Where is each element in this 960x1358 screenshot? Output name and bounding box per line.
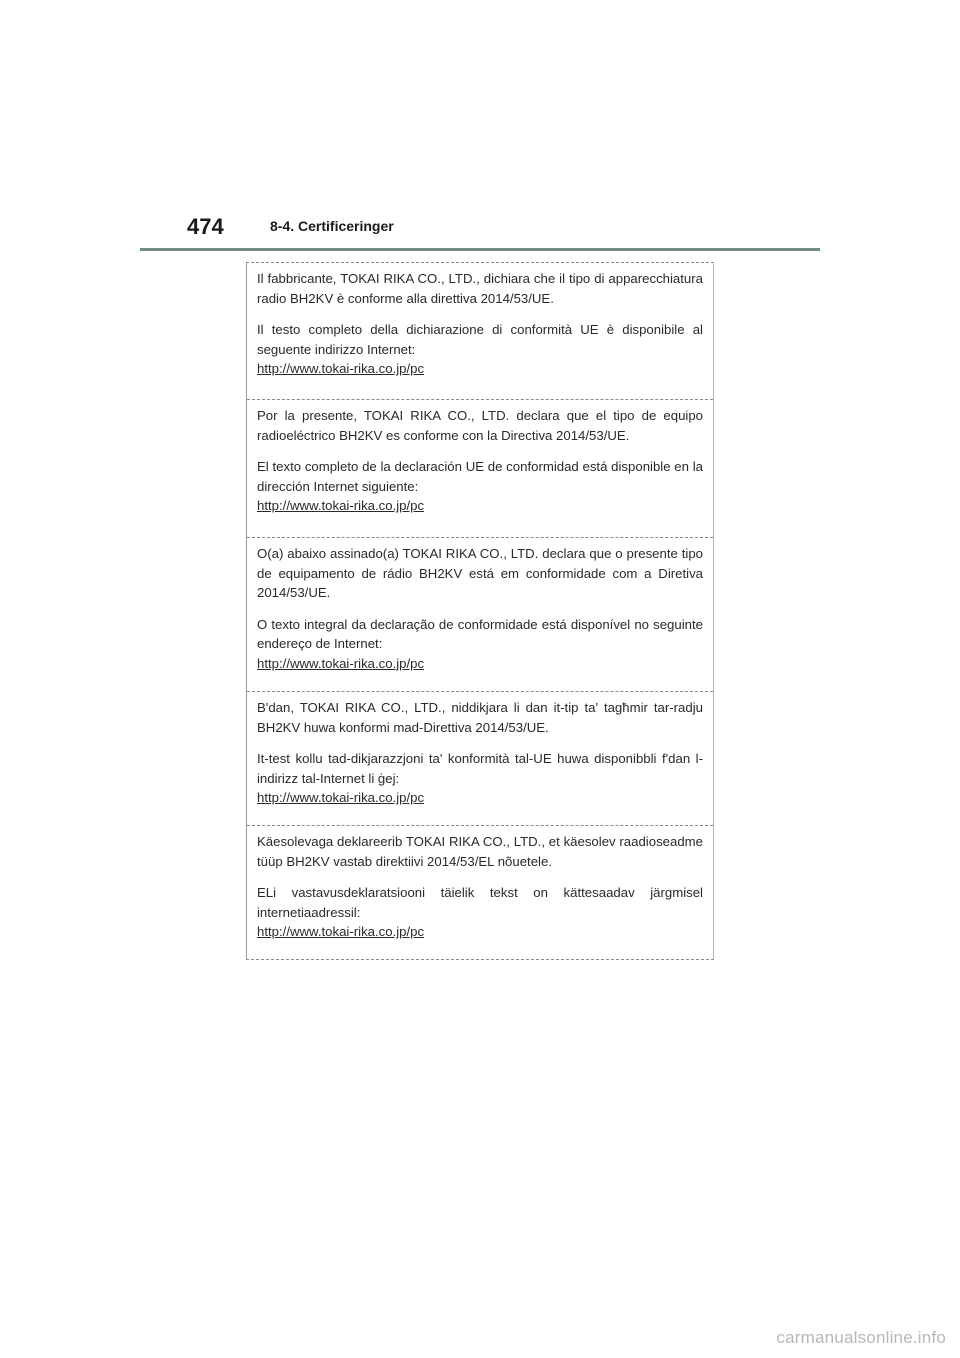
declaration-availability: Il testo completo della dichiarazione di conformità UE è disponibile al seguente indirizzo Internet: xyxy=(257,322,703,357)
declaration-link[interactable]: http://www.tokai-rika.co.jp/pc xyxy=(257,790,425,805)
declaration-availability: It-test kollu tad-dikjarazzjoni ta' konformità tal-UE huwa disponibbli f'dan l-indirizz tal-Internet li ġej: xyxy=(257,751,703,786)
declaration-link[interactable]: http://www.tokai-rika.co.jp/pc xyxy=(257,655,425,671)
section-title: 8-4. Certificeringer xyxy=(270,218,394,234)
declaration-availability: O texto integral da declaração de conformidade está disponível no seguinte endereço de Internet: xyxy=(257,616,703,651)
declaration-statement: Käesolevaga deklareerib TOKAI RIKA CO., LTD., et käesolev raadioseadme tüüp BH2KV vastab direktiivi 2014/53/EL nõuetele. xyxy=(257,834,703,869)
page-header xyxy=(140,210,820,251)
declaration-spanish xyxy=(247,400,713,516)
declaration-link[interactable]: http://www.tokai-rika.co.jp/pc xyxy=(257,498,425,513)
declaration-link[interactable]: http://www.tokai-rika.co.jp/pc xyxy=(257,361,425,376)
declaration-maltese xyxy=(247,692,713,808)
declaration-portuguese xyxy=(247,538,713,673)
declaration-availability: El texto completo de la declaración UE de conformidad está disponible en la dirección Internet siguiente: xyxy=(257,459,703,494)
declaration-statement: Por la presente, TOKAI RIKA CO., LTD. declara que el tipo de equipo radioeléctrico BH2KV es conforme con la Directiva 2014/53/UE. xyxy=(257,408,703,443)
declaration-statement: B'dan, TOKAI RIKA CO., LTD., niddikjara li dan it-tip ta' tagħmir tar-radju BH2KV huwa konformi mad-Direttiva 2014/53/UE. xyxy=(257,700,703,735)
declaration-availability: ELi vastavusdeklaratsiooni täielik tekst on kättesaadav järgmisel internetiaadressil: xyxy=(257,885,703,920)
declaration-link[interactable]: http://www.tokai-rika.co.jp/pc xyxy=(257,924,425,939)
declaration-statement: Il fabbricante, TOKAI RIKA CO., LTD., dichiara che il tipo di apparecchiatura radio BH2KV è conforme alla direttiva 2014/53/UE. xyxy=(257,271,703,306)
declaration-scan-box xyxy=(246,262,714,960)
watermark: carmanualsonline.info xyxy=(776,1328,946,1347)
declaration-italian xyxy=(247,263,713,379)
declaration-statement: O(a) abaixo assinado(a) TOKAI RIKA CO., LTD. declara que o presente tipo de equipamento de rádio BH2KV está em conformidade com a Diretiva 2014/53/UE. xyxy=(257,546,703,600)
declaration-estonian xyxy=(247,826,713,942)
page-number: 474 xyxy=(187,214,224,239)
